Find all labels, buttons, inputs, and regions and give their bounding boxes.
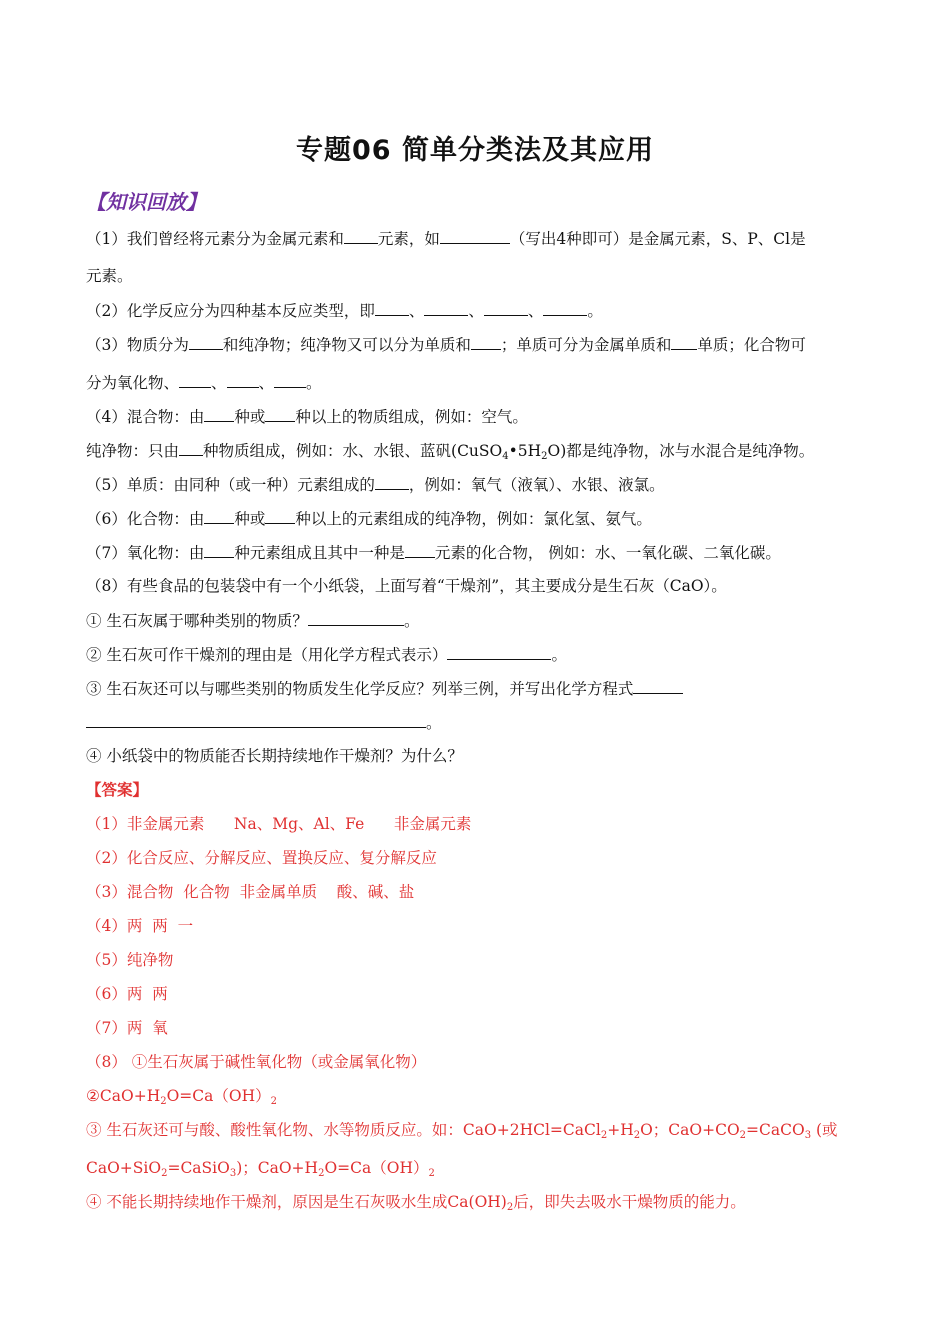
period: 。	[306, 374, 322, 392]
blank[interactable]	[204, 508, 234, 524]
q8-1-text: ① 生石灰属于哪种类别的物质？	[86, 612, 308, 630]
blank[interactable]	[344, 228, 378, 244]
answer-8-3-line-1	[86, 1120, 876, 1140]
a8-3-text-c: O；CaO+CO	[640, 1121, 740, 1139]
answer-8-2	[86, 1086, 876, 1106]
answer-3: （3）混合物 化合物 非金属单质 酸、碱、盐	[86, 883, 415, 901]
question-1-line-1	[86, 228, 876, 249]
q7-text-c: 元素的化合物， 例如：水、一氧化碳、二氧化碳。	[434, 544, 781, 562]
question-4-pure-substance	[86, 440, 876, 461]
answer-8-4	[86, 1192, 876, 1212]
a8-3-text-g: =CaSiO	[167, 1159, 230, 1177]
q4-text-c: 种以上的物质组成，例如：空气。	[295, 408, 528, 426]
q3-text-e: 分为氧化物、	[86, 374, 180, 392]
question-8-sub-3-cont	[86, 712, 876, 733]
question-4	[86, 406, 876, 427]
question-8-sub-4: ④ 小纸袋中的物质能否长期持续地作干燥剂？为什么？	[86, 747, 463, 765]
blank[interactable]	[189, 334, 223, 350]
question-1-line-2: 元素。	[86, 267, 133, 285]
q4-text-d1: 纯净物：只由	[86, 442, 180, 460]
a8-3-text-i: O=Ca（OH）	[324, 1159, 429, 1177]
q7-text-a: （7）氧化物：由	[86, 544, 205, 562]
period: 。	[551, 646, 567, 664]
q3-text-a: （3）物质分为	[86, 336, 189, 354]
question-8-sub-1	[86, 610, 876, 631]
a8-3-text-f: CaO+SiO	[86, 1159, 162, 1177]
subscript: 2	[428, 1168, 435, 1179]
a8-4-text-b: 后，即失去吸水干燥物质的能力。	[513, 1193, 746, 1211]
blank[interactable]	[440, 228, 510, 244]
q6-text-a: （6）化合物：由	[86, 510, 205, 528]
q3-text-d: 单质；化合物可	[697, 336, 806, 354]
blank[interactable]	[179, 372, 211, 388]
a8-4-text-a: ④ 不能长期持续地作干燥剂，原因是生石灰吸水生成Ca(OH)	[86, 1193, 507, 1211]
blank[interactable]	[405, 542, 435, 558]
section-heading: 【知识回放】	[86, 190, 206, 214]
a8-3-text-b: +H	[607, 1121, 634, 1139]
blank[interactable]	[179, 440, 203, 456]
blank[interactable]	[671, 334, 697, 350]
separator: 、	[211, 374, 227, 392]
subscript: 2	[600, 1130, 608, 1141]
subscript: 4	[502, 451, 509, 462]
blank[interactable]	[633, 678, 683, 694]
q1-text-b: 元素，如	[377, 230, 440, 248]
q3-text-b: 和纯净物；纯净物又可以分为单质和	[222, 336, 471, 354]
answer-5: （5）纯净物	[86, 951, 174, 969]
a8-3-text-e: (或	[811, 1121, 838, 1139]
a8-3-text-a: ③ 生石灰还可与酸、酸性氧化物、水等物质反应。如：CaO+2HCl=CaCl	[86, 1121, 601, 1139]
question-5	[86, 474, 876, 495]
separator: 、	[408, 302, 425, 320]
blank[interactable]	[265, 406, 295, 422]
answer-4: （4）两 两 一	[86, 917, 194, 935]
q4-text-a: （4）混合物：由	[86, 408, 205, 426]
q8-3-text: ③ 生石灰还可以与哪些类别的物质发生化学反应？列举三例，并写出化学方程式	[86, 680, 634, 698]
subscript: 2	[161, 1168, 168, 1179]
blank[interactable]	[227, 372, 259, 388]
subscript: 3	[804, 1130, 812, 1141]
question-6	[86, 508, 876, 529]
question-3-line-1	[86, 334, 876, 355]
q4-text-d3: •5H	[508, 442, 542, 460]
blank[interactable]	[204, 406, 234, 422]
question-7	[86, 542, 876, 563]
answer-heading: 【答案】	[86, 780, 149, 799]
separator: 、	[258, 374, 275, 392]
answer-2: （2）化合反应、分解反应、置换反应、复分解反应	[86, 849, 437, 867]
a8-3-text-d: =CaCO	[746, 1121, 805, 1139]
answer-8-1: （8） ①生石灰属于碱性氧化物（或金属氧化物）	[86, 1053, 427, 1071]
subscript: 2	[318, 1168, 325, 1179]
subscript: 2	[633, 1130, 641, 1141]
blank[interactable]	[86, 712, 426, 728]
separator: 、	[527, 302, 544, 320]
answer-8-3-line-2	[86, 1158, 876, 1178]
blank[interactable]	[543, 300, 587, 316]
q6-text-c: 种以上的元素组成的纯净物，例如：氯化氢、氨气。	[295, 510, 652, 528]
period: 。	[587, 302, 603, 320]
blank[interactable]	[308, 610, 404, 626]
blank[interactable]	[471, 334, 501, 350]
blank[interactable]	[274, 372, 306, 388]
answer-7: （7）两 氧	[86, 1019, 168, 1037]
q8-2-text: ② 生石灰可作干燥剂的理由是（用化学方程式表示）	[86, 646, 448, 664]
blank[interactable]	[204, 542, 234, 558]
a8-3-text-h: )；CaO+H	[236, 1159, 319, 1177]
a8-2-text-b: O=Ca（OH）	[166, 1087, 271, 1105]
subscript: 2	[739, 1130, 747, 1141]
blank[interactable]	[424, 300, 468, 316]
q4-text-b: 种或	[234, 408, 266, 426]
period: 。	[403, 612, 420, 630]
question-3-line-2	[86, 372, 876, 393]
subscript: 2	[506, 1202, 514, 1213]
subscript: 2	[160, 1096, 167, 1107]
blank[interactable]	[265, 508, 295, 524]
q4-text-d2: 种物质组成，例如：水、水银、蓝矾(CuSO	[203, 442, 503, 460]
blank[interactable]	[375, 300, 409, 316]
blank[interactable]	[375, 474, 409, 490]
q1-text-a: （1）我们曾经将元素分为金属元素和	[86, 230, 344, 248]
q5-text-b: ，例如：氧气（液氧）、水银、液氯。	[408, 476, 665, 494]
question-8-sub-2	[86, 644, 876, 665]
subscript: 2	[541, 451, 548, 462]
subscript: 3	[229, 1168, 237, 1179]
question-8-sub-3	[86, 678, 876, 699]
question-8: （8）有些食品的包装袋中有一个小纸袋，上面写着“干燥剂”，其主要成分是生石灰（CaO）。	[86, 577, 727, 595]
question-2	[86, 300, 876, 321]
page-title: 专题06 简单分类法及其应用	[296, 135, 654, 166]
q2-text: （2）化学反应分为四种基本反应类型，即	[86, 302, 375, 320]
q7-text-b: 种元素组成且其中一种是	[234, 544, 405, 562]
q6-text-b: 种或	[234, 510, 266, 528]
q1-text-c: （写出4种即可）是金属元素，S、P、Cl是	[509, 230, 806, 248]
q5-text-a: （5）单质：由同种（或一种）元素组成的	[86, 476, 375, 494]
answer-6: （6）两 两	[86, 985, 168, 1003]
q3-text-c: ；单质可分为金属单质和	[500, 336, 672, 354]
blank[interactable]	[484, 300, 528, 316]
answer-1: （1）非金属元素 Na、Mg、Al、Fe 非金属元素	[86, 815, 472, 833]
blank[interactable]	[447, 644, 551, 660]
a8-2-text-a: ②CaO+H	[86, 1087, 161, 1105]
separator: 、	[468, 302, 484, 320]
subscript: 2	[270, 1096, 277, 1107]
period: 。	[426, 714, 442, 732]
q4-text-d4: O)都是纯净物，冰与水混合是纯净物。	[547, 442, 815, 460]
